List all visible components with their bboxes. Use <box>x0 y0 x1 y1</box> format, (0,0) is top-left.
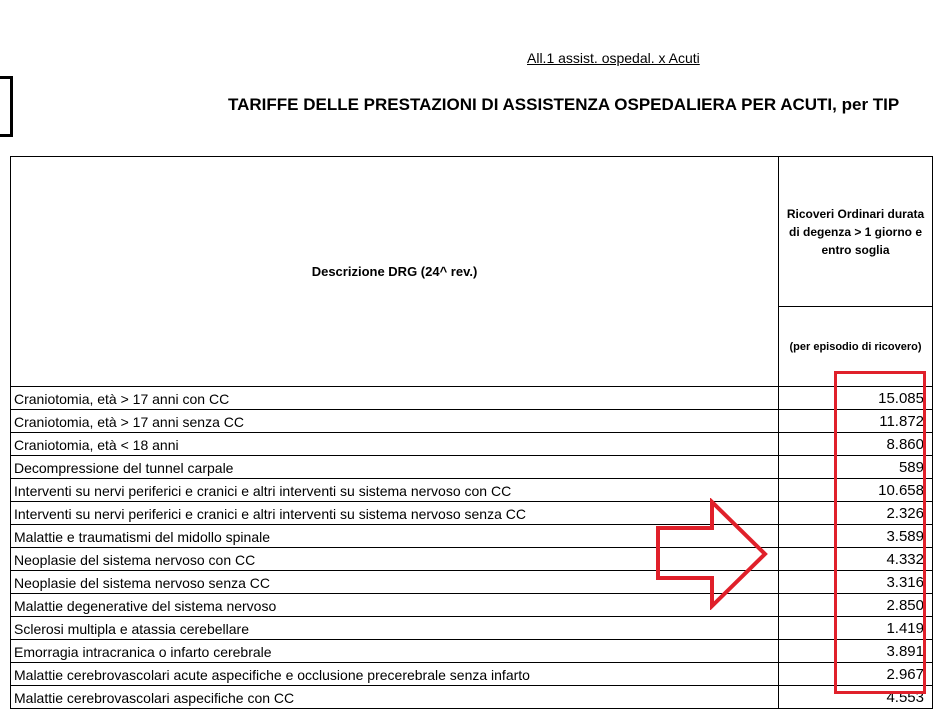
drg-tariff-value: 3.316 <box>779 571 933 594</box>
table-row <box>11 387 933 410</box>
table-row <box>11 433 933 456</box>
drg-description: Emorragia intracranica o infarto cerebrale <box>11 640 779 663</box>
table-row <box>11 640 933 663</box>
drg-description: Malattie cerebrovascolari acute aspecifiche e occlusione precerebrale senza infarto <box>11 663 779 686</box>
table-row <box>11 456 933 479</box>
drg-description: Malattie degenerative del sistema nervoso <box>11 594 779 617</box>
table-row <box>11 410 933 433</box>
drg-tariff-value: 15.085 <box>779 387 933 410</box>
header-value: Ricoveri Ordinari durata di degenza > 1 giorno e entro soglia <box>779 157 933 307</box>
table-row <box>11 663 933 686</box>
drg-tariff-value: 3.589 <box>779 525 933 548</box>
drg-description: Neoplasie del sistema nervoso con CC <box>11 548 779 571</box>
drg-description: Malattie e traumatismi del midollo spinale <box>11 525 779 548</box>
table-row <box>11 617 933 640</box>
drg-tariff-table <box>10 156 933 709</box>
drg-tariff-value: 1.419 <box>779 617 933 640</box>
drg-description: Craniotomia, età > 17 anni con CC <box>11 387 779 410</box>
table-row <box>11 479 933 502</box>
right-arrow-icon <box>655 498 770 610</box>
table-row <box>11 502 933 525</box>
table-row <box>11 548 933 571</box>
drg-description: Craniotomia, età < 18 anni <box>11 433 779 456</box>
drg-description: Decompressione del tunnel carpale <box>11 456 779 479</box>
drg-tariff-value: 11.872 <box>779 410 933 433</box>
table-row <box>11 571 933 594</box>
drg-description: Neoplasie del sistema nervoso senza CC <box>11 571 779 594</box>
drg-tariff-value: 2.850 <box>779 594 933 617</box>
drg-tariff-value: 8.860 <box>779 433 933 456</box>
drg-tariff-value: 2.967 <box>779 663 933 686</box>
page-title: TARIFFE DELLE PRESTAZIONI DI ASSISTENZA OSPEDALIERA PER ACUTI, per TIP <box>228 95 900 114</box>
header-value-sub: (per episodio di ricovero) <box>779 307 933 387</box>
drg-description: Malattie cerebrovascolari aspecifiche con CC <box>11 686 779 709</box>
drg-tariff-value: 2.326 <box>779 502 933 525</box>
drg-description: Craniotomia, età > 17 anni senza CC <box>11 410 779 433</box>
drg-tariff-value: 589 <box>779 456 933 479</box>
table-row <box>11 594 933 617</box>
drg-tariff-value: 4.332 <box>779 548 933 571</box>
drg-tariff-value: 3.891 <box>779 640 933 663</box>
left-border-box <box>0 76 13 137</box>
annex-reference: All.1 assist. ospedal. x Acuti <box>527 50 700 66</box>
header-description: Descrizione DRG (24^ rev.) <box>11 157 779 387</box>
table-row <box>11 525 933 548</box>
drg-tariff-value: 4.553 <box>779 686 933 709</box>
drg-description: Sclerosi multipla e atassia cerebellare <box>11 617 779 640</box>
table-row <box>11 686 933 709</box>
drg-tariff-value: 10.658 <box>779 479 933 502</box>
drg-description: Interventi su nervi periferici e cranici e altri interventi su sistema nervoso senza CC <box>11 502 779 525</box>
drg-description: Interventi su nervi periferici e cranici e altri interventi su sistema nervoso con CC <box>11 479 779 502</box>
